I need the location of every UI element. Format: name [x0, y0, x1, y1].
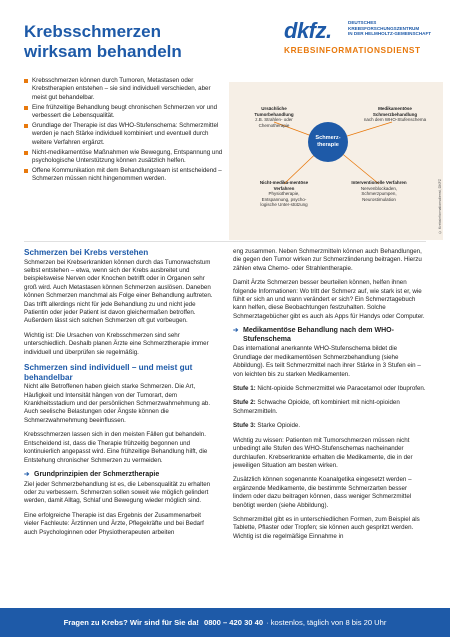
who-step-1	[233, 385, 426, 393]
contact-footer	[0, 608, 450, 637]
diagram-node-medication	[361, 106, 429, 123]
logo-mark: dkfz.	[284, 18, 332, 43]
node-title: Ursächliche Tumorbehandlung	[254, 106, 294, 117]
key-point: Eine frühzeitige Behandlung beugt chronischen Schmerzen vor und verbessert die Lebensqualität.	[24, 104, 224, 121]
paragraph: Das international anerkannte WHO-Stufenschema bildet die Grundlage der medikamentösen Schmerzbehandlung (siehe Abbildung). Es teilt Schmerzmittel nach ihrer Stärke in 3 Stufen ein – von leichten bis zu starken Medikamenten.	[233, 345, 421, 378]
step-text: Schwache Opioide, oft kombiniert mit nicht-opioiden Schmerzmitteln.	[233, 399, 400, 415]
logo-subtitle	[348, 20, 448, 37]
heading-principles: ➔ Grundprinzipien der Schmerztherapie	[24, 471, 217, 480]
article-column-left	[24, 248, 217, 543]
paragraph: Nicht alle Betroffenen haben gleich starke Schmerzen. Die Art, Häufigkeit und Intensität hängen von der Tumorart, dem Krankheitsstadium und der persönlichen Schmerzwahrnehmung ab. Auch seelische Belastungen oder Ängste können die Schmerzwahrnehmung beeinflussen.	[24, 383, 211, 424]
key-point: Offene Kommunikation mit dem Behandlungsteam ist entscheidend – Schmerzen müssen nicht hingenommen werden.	[24, 167, 224, 184]
diagram-node-non-medical	[255, 180, 313, 208]
key-point: Grundlage der Therapie ist das WHO-Stufenschema: Schmerzmittel werden je nach Stärke individuell kombiniert und eventuell durch weitere Verfahren ergänzt.	[24, 122, 224, 147]
footer-hours: · kostenlos, täglich von 8 bis 20 Uhr	[266, 618, 387, 627]
logo-sub-line-1: DEUTSCHES	[348, 20, 377, 25]
logo-brand-text: KREBSINFORMATIONSDIENST	[284, 45, 421, 55]
paragraph: Schmerzen bei Krebserkrankten können durch das Tumorwachstum selbst entstehen – etwa, wenn sich der Krebs ausbreitet und beispielsweise Nerven oder Knochen betrifft oder in Organen sehr groß wird. Auch Metastasen können Schmerzen auslösen. Daneben können Schmerzen manchmal als Folge einer Behandlung auftreten. Das trifft allerdings nicht für jede Behandlung zu und nicht jede Patientin oder jeder Patient ist davon gleichermaßen betroffen. Außerdem lässt sich solchen Schmerzen oft gut vorbeugen.	[24, 258, 213, 325]
paragraph: eng zusammen. Neben Schmerzmitteln können auch Behandlungen, die gegen den Tumor wirken zur Schmerzlinderung beitragen. Hierzu zählen etwa Chemo- oder Strahlentherapie.	[233, 248, 422, 272]
step-label: Stufe 2:	[233, 399, 256, 407]
step-text: Starke Opioide.	[255, 422, 301, 430]
step-label: Stufe 3:	[233, 422, 256, 430]
who-step-3	[233, 422, 426, 430]
node-title: Medikamentöse Schmerzbehandlung	[372, 106, 418, 117]
logo-sub-line-2: KREBSFORSCHUNGSZENTRUM	[348, 25, 420, 31]
node-text: z.B. Strahlen- oder Chemotherapie	[255, 117, 293, 128]
logo-sub-line-3: IN DER HELMHOLTZ-GEMEINSCHAFT	[348, 31, 432, 37]
heading-who-scheme: ➔ Medikamentöse Behandlung nach dem WHO-Stufenschema	[233, 327, 426, 344]
node-title: Interventionelle Verfahren	[351, 180, 407, 185]
page-title-line-1: Krebsschmerzen	[24, 22, 162, 41]
step-label: Stufe 1:	[233, 385, 256, 393]
paragraph: Krebsschmerzen lassen sich in den meisten Fällen gut behandeln. Entscheidend ist, dass die Therapie frühzeitig begonnen und kontinuierlich angepasst wird. Eine frühzeitige Behandlung hilft, die Entstehung chronischer Schmerzen zu vermeiden.	[24, 431, 208, 464]
footer-phone-link[interactable]: 0800 – 420 30 40	[203, 618, 264, 627]
node-text: Nervenblockaden, Schmerzpumpen, Neurostimulation	[360, 185, 398, 202]
section-divider	[24, 241, 426, 242]
diagram-credit: © Krebsinformationsdienst, DKFZ	[438, 179, 442, 234]
diagram-node-interventional	[349, 180, 409, 202]
key-points-list	[24, 77, 224, 185]
page-title-line-2: wirksam behandeln	[24, 42, 182, 61]
node-text: nach dem WHO-Stufenschema	[363, 117, 427, 123]
step-text: Nicht-opioide Schmerzmittel wie Paracetamol oder Ibuprofen.	[255, 385, 426, 393]
paragraph: Wichtig ist: Die Ursachen von Krebsschmerzen sind sehr unterschiedlich. Deshalb planen Ärzte eine Schmerztherapie immer individuell und überprüfen sie regelmäßig.	[24, 331, 209, 356]
footer-question: Fragen zu Krebs? Wir sind für Sie da!	[63, 618, 199, 627]
therapy-diagram	[229, 82, 443, 240]
diagram-node-tumor-treatment	[243, 106, 305, 128]
paragraph: Eine erfolgreiche Therapie ist das Ergebnis der Zusammenarbeit vieler Fachleute: Ärztinnen und Ärzte, Pflegekräfte und bei Bedarf auch Psychologinnen oder Physiotherapeuten arbeiten	[24, 511, 204, 536]
key-point: Nicht-medikamentöse Maßnahmen wie Bewegung, Entspannung und psychologische Unterstützung können zusätzlich helfen.	[24, 149, 224, 166]
page-title	[24, 22, 244, 62]
heading-individual-pain: Schmerzen sind individuell – und meist gut behandelbar	[24, 363, 193, 382]
paragraph: Ziel jeder Schmerzbehandlung ist es, die Lebensqualität zu erhalten oder zu verbessern. Schmerzen sollen soweit wie möglich gelindert werden, damit Alltag, Schlaf und Bewegung wieder möglich sind.	[24, 480, 211, 505]
node-text: Physiotherapie, Entspannung, psycho-logische Unter-stützung	[260, 191, 308, 208]
paragraph: Damit Ärzte Schmerzen besser beurteilen können, helfen ihnen folgende Informationen: Wo tritt der Schmerz auf, wie stark ist er, wie fühlt er sich an und wann verändert er sich? Ein Schmerztagebuch kann helfen, diese Beobachtungen festzuhalten. Solche Schmerztagebücher gibt es auch als Apps für Handys oder Computer.	[233, 279, 425, 320]
heading-understanding-pain: Schmerzen bei Krebs verstehen	[24, 248, 149, 257]
node-title: Nicht-medika-mentöse Verfahren	[259, 180, 309, 191]
who-step-2	[233, 399, 426, 416]
paragraph: Wichtig zu wissen: Patienten mit Tumorschmerzen müssen nicht unbedingt alle Stufen des WHO-Stufenschemas nacheinander durchlaufen. Krebserkrankte erhalten die Medikamente, die in der jeweiligen Situation am besten wirken.	[233, 436, 413, 469]
dkfz-logo	[284, 18, 446, 58]
article-column-right	[233, 248, 426, 547]
diagram-center-pain-therapy: Schmerz-therapie	[308, 122, 348, 162]
paragraph: Schmerzmittel gibt es in unterschiedlichen Formen, zum Beispiel als Tablette, Pflaster oder Tropfen; sie können auch gespritzt werden. Wichtig ist die regelmäßige Einnahme in	[233, 515, 420, 540]
key-point: Krebsschmerzen können durch Tumoren, Metastasen oder Krebstherapien entstehen – sie sind individuell verschieden, aber meist gut behandelbar.	[24, 77, 224, 102]
paragraph: Zusätzlich können sogenannte Koanalgetika eingesetzt werden – ergänzende Medikamente, die bestimmte Schmerzarten besser lindern oder dazu beitragen können, dass weniger Schmerzmittel benötigt werden (siehe Abbildung).	[233, 476, 412, 509]
